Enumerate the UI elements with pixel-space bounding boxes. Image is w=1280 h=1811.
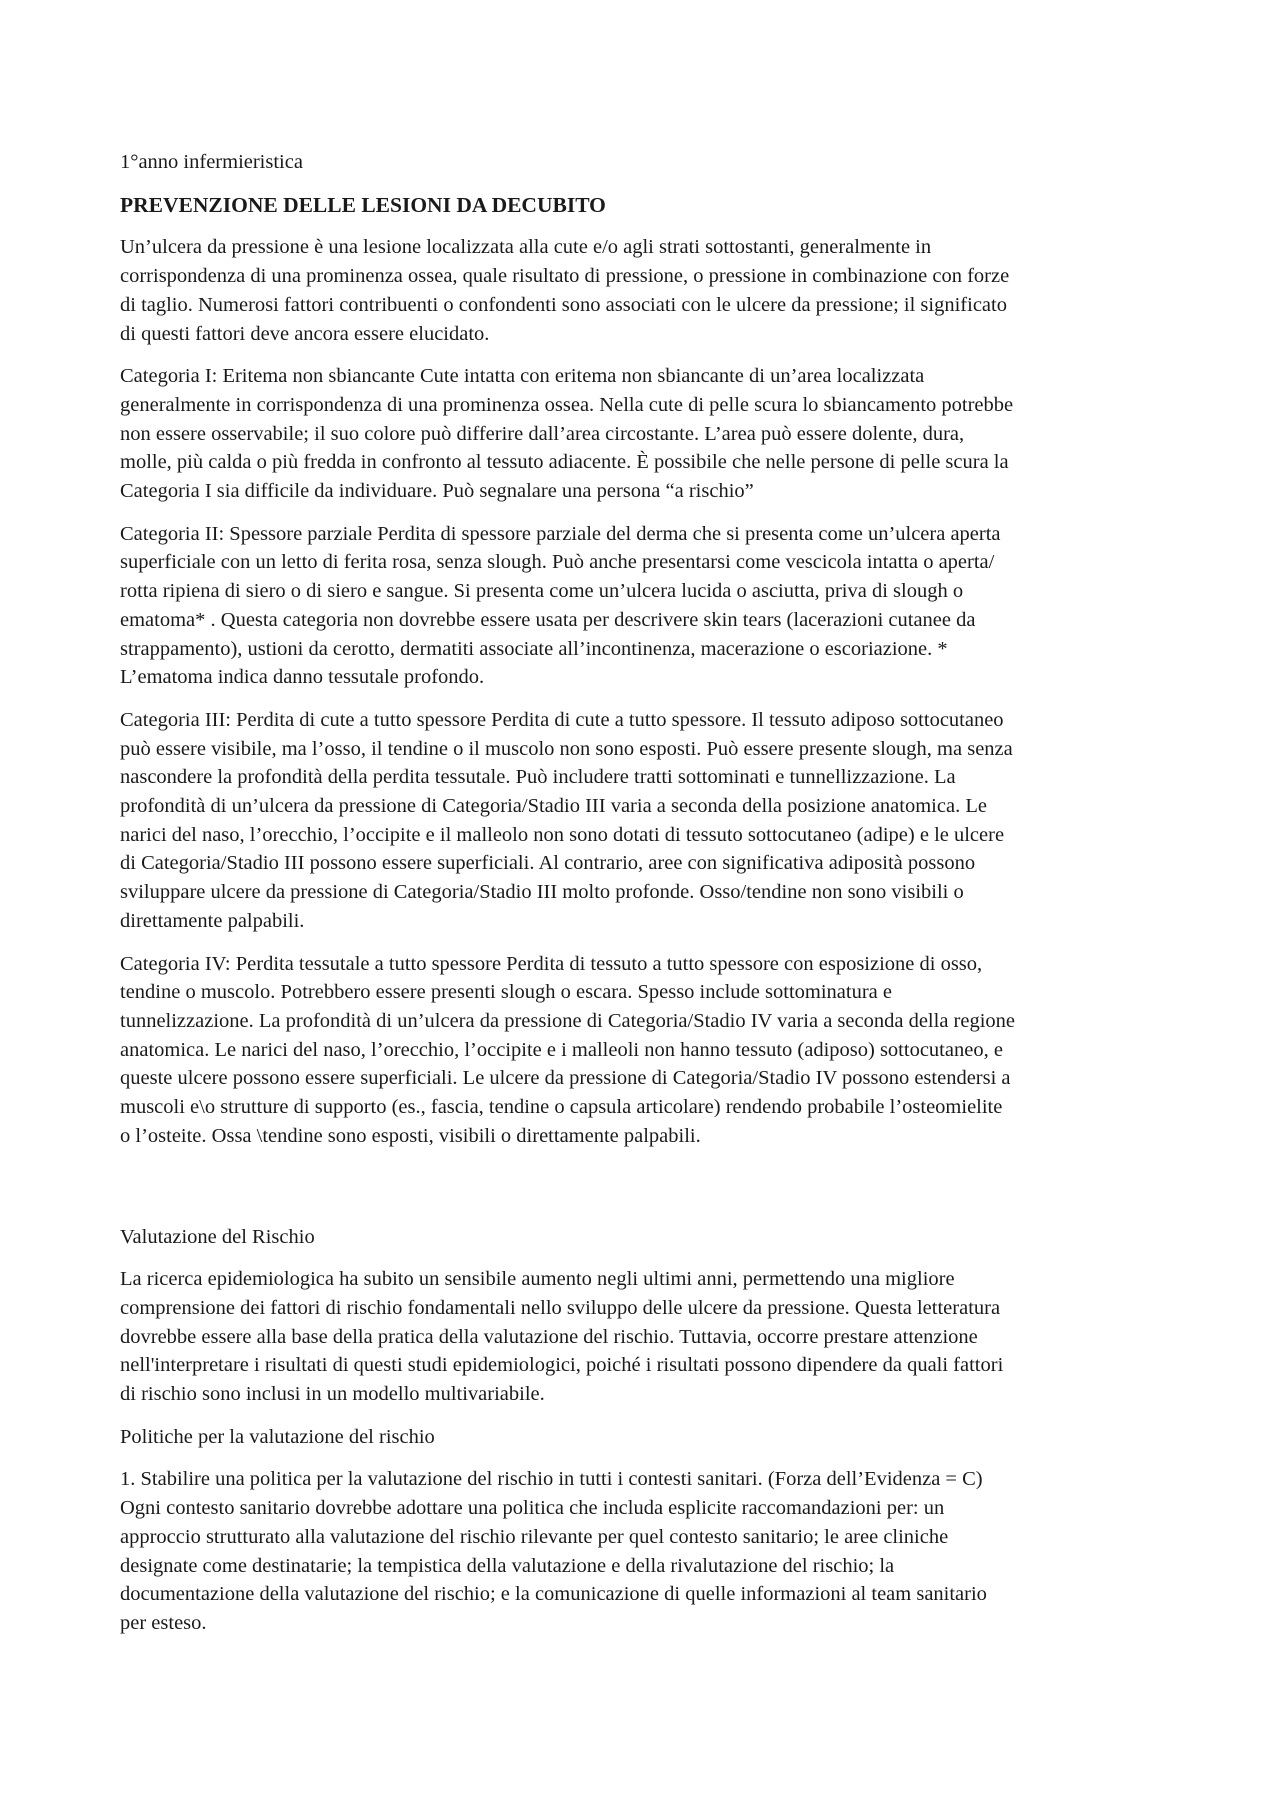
category-1-paragraph — [120, 362, 1165, 506]
paragraph-line: designate come destinatarie; la tempistica della valutazione e della rivalutazione del rischio; la — [120, 1554, 895, 1577]
risk-paragraph — [120, 1265, 1165, 1409]
paragraph-line: comprensione dei fattori di rischio fondamentali nello sviluppo delle ulcere da pressione. Questa letteratura — [120, 1296, 1001, 1319]
paragraph-line: di rischio sono inclusi in un modello multivariabile. — [120, 1383, 545, 1406]
paragraph-line: 1. Stabilire una politica per la valutazione del rischio in tutti i contesti sanitari. (Forza dell’Evidenza = C) — [120, 1468, 983, 1491]
paragraph-line: Categoria I sia difficile da individuare. Può segnalare una persona “a rischio” — [120, 480, 754, 503]
paragraph-line: tendine o muscolo. Potrebbero essere presenti slough o escara. Spesso include sottominatura e — [120, 981, 892, 1004]
paragraph-line: strappamento), ustioni da cerotto, dermatiti associate all’incontinenza, macerazione o escoriazione. * — [120, 637, 948, 660]
paragraph-line: profondità di un’ulcera da pressione di Categoria/Stadio III varia a seconda della posizione anatomica. Le — [120, 795, 987, 818]
paragraph-line: direttamente palpabili. — [120, 909, 305, 932]
paragraph-line: narici del naso, l’orecchio, l’occipite e il malleolo non sono dotati di tessuto sottocutaneo (adipe) e le ulcere — [120, 823, 1005, 846]
paragraph-line: generalmente in corrispondenza di una prominenza ossea. Nella cute di pelle scura lo sbiancamento potrebbe — [120, 393, 1014, 416]
paragraph-line: tunnelizzazione. La profondità di un’ulcera da pressione di Categoria/Stadio IV varia a seconda della regione — [120, 1009, 1016, 1032]
paragraph-line: Categoria II: Spessore parziale Perdita di spessore parziale del derma che si presenta come un’ulcera aperta — [120, 522, 1001, 545]
paragraph-line: documentazione della valutazione del rischio; e la comunicazione di quelle informazioni al team sanitario — [120, 1583, 987, 1606]
intro-paragraph — [120, 233, 1165, 348]
policy-section-heading: Politiche per la valutazione del rischio — [120, 1425, 435, 1448]
paragraph-line: Ogni contesto sanitario dovrebbe adottare una politica che includa esplicite raccomandazioni per: un — [120, 1497, 945, 1520]
category-2-paragraph — [120, 520, 1165, 692]
document-page — [120, 148, 1165, 1652]
paragraph-line: anatomica. Le narici del naso, l’orecchio, l’occipite e i malleoli non hanno tessuto (adiposo) sottocutaneo, e — [120, 1038, 1003, 1061]
paragraph-line: dovrebbe essere alla base della pratica della valutazione del rischio. Tuttavia, occorre prestare attenzione — [120, 1325, 978, 1348]
paragraph-line: per esteso. — [120, 1611, 207, 1634]
paragraph-line: ematoma* . Questa categoria non dovrebbe essere usata per descrivere skin tears (lacerazioni cutanee da — [120, 608, 976, 631]
paragraph-line: sviluppare ulcere da pressione di Categoria/Stadio III molto profonde. Osso/tendine non sono visibili o — [120, 881, 964, 904]
paragraph-line: Categoria I: Eritema non sbiancante Cute intatta con eritema non sbiancante di un’area localizzata — [120, 365, 925, 388]
category-3-paragraph — [120, 706, 1165, 936]
paragraph-line: molle, più calda o più fredda in confronto al tessuto adiacente. È possibile che nelle persone di pelle scura la — [120, 451, 1009, 474]
paragraph-line: corrispondenza di una prominenza ossea, quale risultato di pressione, o pressione in combinazione con forze — [120, 265, 1010, 288]
paragraph-line: nascondere la profondità della perdita tessutale. Può includere tratti sottominati e tunnellizzazione. La — [120, 766, 956, 789]
paragraph-line: Categoria IV: Perdita tessutale a tutto spessore Perdita di tessuto a tutto spessore con esposizione di osso, — [120, 952, 983, 975]
document-title: PREVENZIONE DELLE LESIONI DA DECUBITO — [120, 192, 606, 217]
paragraph-line: di questi fattori deve ancora essere elucidato. — [120, 322, 490, 345]
paragraph-line: rotta ripiena di siero o di siero e sangue. Si presenta come un’ulcera lucida o asciutta, priva di slough o — [120, 580, 964, 603]
paragraph-line: di taglio. Numerosi fattori contribuenti o confondenti sono associati con le ulcere da pressione; il significato — [120, 293, 1007, 316]
paragraph-line: queste ulcere possono essere superficiali. Le ulcere da pressione di Categoria/Stadio IV possono estendersi a — [120, 1067, 1011, 1090]
paragraph-line: L’ematoma indica danno tessutale profondo. — [120, 666, 485, 689]
paragraph-line: La ricerca epidemiologica ha subito un sensibile aumento negli ultimi anni, permettendo una migliore — [120, 1268, 955, 1291]
course-label: 1°anno infermieristica — [120, 151, 303, 173]
section-spacer — [120, 1165, 1165, 1223]
policy-paragraph — [120, 1465, 1165, 1637]
paragraph-line: nell'interpretare i risultati di questi studi epidemiologici, poiché i risultati possono dipendere da quali fattori — [120, 1354, 1004, 1377]
paragraph-line: Categoria III: Perdita di cute a tutto spessore Perdita di cute a tutto spessore. Il tessuto adiposo sottocutaneo — [120, 708, 1004, 731]
paragraph-line: può essere visibile, ma l’osso, il tendine o il muscolo non sono esposti. Può essere presente slough, ma senza — [120, 737, 1013, 760]
paragraph-line: Un’ulcera da pressione è una lesione localizzata alla cute e/o agli strati sottostanti, generalmente in — [120, 236, 932, 259]
paragraph-line: o l’osteite. Ossa \tendine sono esposti, visibili o direttamente palpabili. — [120, 1124, 701, 1147]
paragraph-line: muscoli e\o strutture di supporto (es., fascia, tendine o capsula articolare) rendendo probabile l’osteomielite — [120, 1096, 1003, 1119]
paragraph-line: non essere osservabile; il suo colore può differire dall’area circostante. L’area può essere dolente, dura, — [120, 422, 965, 445]
category-4-paragraph — [120, 950, 1165, 1151]
paragraph-line: superficiale con un letto di ferita rosa, senza slough. Può anche presentarsi come vescicola intatta o aperta/ — [120, 551, 995, 574]
risk-section-heading: Valutazione del Rischio — [120, 1225, 315, 1248]
paragraph-line: approccio strutturato alla valutazione del rischio rilevante per quel contesto sanitario; le aree cliniche — [120, 1525, 949, 1548]
paragraph-line: di Categoria/Stadio III possono essere superficiali. Al contrario, aree con significativa adiposità possono — [120, 852, 976, 875]
